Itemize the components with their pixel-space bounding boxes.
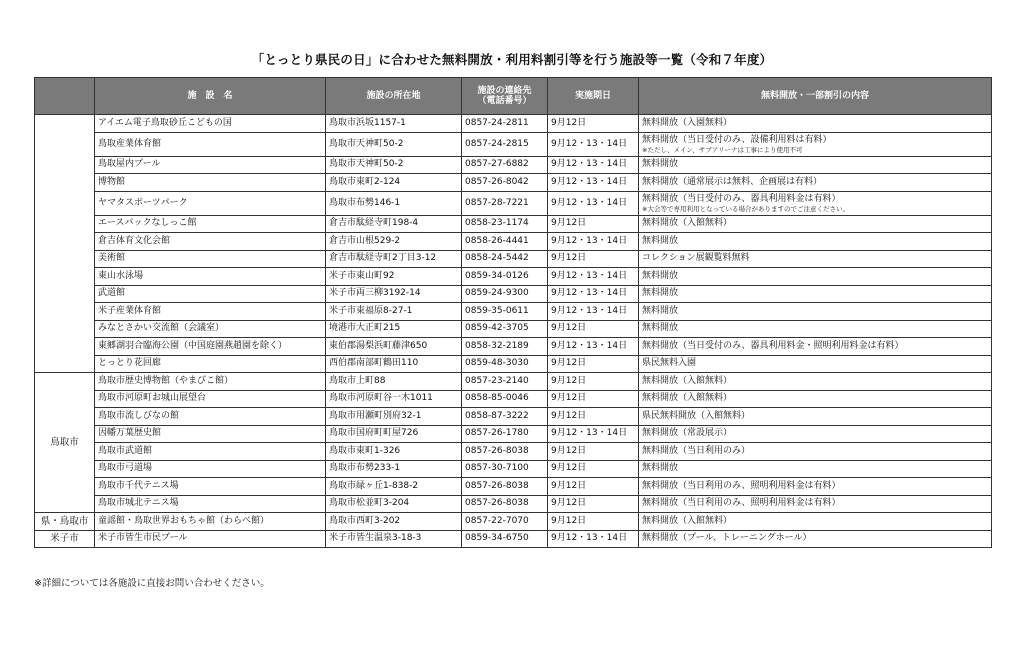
facility-date: 9月12・13・14日 [548,303,639,321]
facility-date: 9月12・13・14日 [548,132,639,156]
facility-content: 無料開放（当日受付のみ、設備利用料は有料） [642,134,832,145]
facility-content: 無料開放（当日利用のみ、照明利用料金は有料） [642,498,841,509]
facility-name: 因幡万葉歴史館 [95,425,326,443]
facility-content: 無料開放（当日受付のみ、器具利用料金・照明利用料金は有料） [642,340,904,351]
facility-content: 無料開放（入館無料） [642,393,733,404]
facility-phone: 0858-85-0046 [462,390,548,408]
facility-name: エースパックなしっこ館 [95,215,326,233]
facility-phone: 0857-28-7221 [462,191,548,215]
table-row [35,355,992,373]
table-row [35,115,992,133]
facility-address: 鳥取市用瀬町別府32-1 [326,408,462,426]
facility-content-cell [639,250,992,268]
facility-phone: 0859-35-0611 [462,303,548,321]
facility-content-cell [639,215,992,233]
facility-content: 県民無料入園 [642,358,697,369]
table-header-row [35,78,992,115]
facility-content: 無料開放（通常展示は無料、企画展は有料） [642,176,823,187]
footnote: ※詳細については各施設に直接お問い合わせください。 [34,578,270,589]
facility-content: 無料開放（入館無料） [642,218,733,229]
facility-date: 9月12・13・14日 [548,425,639,443]
facility-name: 東山水泳場 [95,268,326,286]
facility-date: 9月12・13・14日 [548,338,639,356]
facility-name: とっとり花回廊 [95,355,326,373]
facility-date: 9月12日 [548,495,639,513]
group-label: 米子市 [35,530,95,548]
facility-content-cell [639,191,992,215]
facility-date: 9月12・13・14日 [548,285,639,303]
table-body [35,115,992,548]
table-row [35,425,992,443]
group-label: 鳥取市 [35,373,95,513]
facility-address: 鳥取市浜坂1157-1 [326,115,462,133]
facility-phone: 0857-26-8038 [462,443,548,461]
facility-phone: 0857-22-7070 [462,513,548,531]
facility-name: 鳥取市河原町お城山展望台 [95,390,326,408]
table-row [35,320,992,338]
table-row [35,156,992,174]
facility-note: ※大会等で専用利用となっている場合がありますのでご注意ください。 [642,204,849,213]
facility-content: 無料開放 [642,463,679,474]
facility-address: 米子市東山町92 [326,268,462,286]
facility-date: 9月12・13・14日 [548,156,639,174]
header-contact-line2: （電話番号） [477,96,532,106]
table-row [35,373,992,391]
facility-content-cell [639,285,992,303]
facility-name: 鳥取市流しびなの館 [95,408,326,426]
facility-name: 米子市皆生市民プール [95,530,326,548]
table-row [35,530,992,548]
table-row [35,268,992,286]
facility-name: 鳥取市歴史博物館（やまびこ館） [95,373,326,391]
facility-content: 無料開放（当日利用のみ、照明利用料金は有料） [642,480,841,491]
facility-name: 東郷湖羽合臨海公園（中国庭園燕趙園を除く） [95,338,326,356]
facility-name: 鳥取屋内プール [95,156,326,174]
facility-content: 無料開放 [642,305,679,316]
facility-content: 無料開放 [642,159,679,170]
facility-content: 無料開放（当日受付のみ、器具利用料金は有料） [642,193,841,204]
facility-phone: 0858-24-5442 [462,250,548,268]
table-row [35,390,992,408]
facility-date: 9月12・13・14日 [548,530,639,548]
facility-phone: 0858-26-4441 [462,233,548,251]
facility-content-cell [639,233,992,251]
facility-date: 9月12日 [548,408,639,426]
facility-phone: 0859-42-3705 [462,320,548,338]
facility-name: 倉吉体育文化会館 [95,233,326,251]
facility-name: アイエム電子鳥取砂丘こどもの国 [95,115,326,133]
facility-content-cell [639,320,992,338]
facility-date: 9月12日 [548,320,639,338]
facility-address: 鳥取市緑ヶ丘1-838-2 [326,478,462,496]
header-group [35,78,95,115]
facility-content-cell [639,425,992,443]
facility-content-cell [639,268,992,286]
facility-name: 米子産業体育館 [95,303,326,321]
facility-content: 無料開放 [642,235,679,246]
facility-content-cell [639,478,992,496]
facility-name: 鳥取市城北テニス場 [95,495,326,513]
table-row [35,215,992,233]
facility-phone: 0857-30-7100 [462,460,548,478]
facility-address: 鳥取市上町88 [326,373,462,391]
table-row [35,495,992,513]
facility-address: 米子市両三柳3192-14 [326,285,462,303]
facility-date: 9月12日 [548,355,639,373]
facility-date: 9月12日 [548,115,639,133]
facility-name: ヤマタスポーツパーク [95,191,326,215]
table-row [35,478,992,496]
facility-name: 博物館 [95,174,326,192]
facility-phone: 0857-27-6882 [462,156,548,174]
facility-phone: 0857-24-2811 [462,115,548,133]
facility-name: 童謡館・鳥取世界おもちゃ館（わらべ館） [95,513,326,531]
facility-date: 9月12日 [548,373,639,391]
facility-name: みなとさかい交流館（会議室） [95,320,326,338]
facility-content: コレクション展観覧料無料 [642,253,750,264]
facility-content: 無料開放（入園無料） [642,117,733,128]
facility-phone: 0857-26-8038 [462,495,548,513]
facility-date: 9月12日 [548,215,639,233]
facility-name: 美術館 [95,250,326,268]
facility-content: 無料開放（入館無料） [642,515,733,526]
table-row [35,408,992,426]
facility-content: 県民無料開放（入館無料） [642,410,751,421]
table-row [35,250,992,268]
facility-date: 9月12日 [548,443,639,461]
table-row [35,233,992,251]
facility-address: 鳥取市西町3-202 [326,513,462,531]
facility-content: 無料開放 [642,288,679,299]
facility-content-cell [639,513,992,531]
facility-content-cell [639,303,992,321]
facility-name: 鳥取市武道館 [95,443,326,461]
facility-date: 9月12日 [548,250,639,268]
header-content: 無料開放・一部割引の内容 [639,78,992,115]
facility-date: 9月12日 [548,513,639,531]
facility-content: 無料開放（常設展示） [642,428,733,439]
facility-date: 9月12日 [548,460,639,478]
facility-date: 9月12・13・14日 [548,191,639,215]
facility-phone: 0858-87-3222 [462,408,548,426]
facility-phone: 0857-26-8042 [462,174,548,192]
table-row [35,443,992,461]
facility-address: 東伯郡湯梨浜町藤津650 [326,338,462,356]
group-label: 県・鳥取市 [35,513,95,531]
facility-content: 無料開放 [642,270,679,281]
facility-phone: 0858-32-2189 [462,338,548,356]
page-title: 「とっとり県民の日」に合わせた無料開放・利用料割引等を行う施設等一覧（令和７年度） [251,52,773,67]
table-row [35,513,992,531]
header-address: 施設の所在地 [326,78,462,115]
facility-content-cell [639,338,992,356]
facility-content: 無料開放 [642,323,679,334]
facility-content-cell [639,132,992,156]
facility-name: 鳥取産業体育館 [95,132,326,156]
table-row [35,285,992,303]
header-contact-line1: 施設の連絡先 [477,86,532,96]
facility-address: 鳥取市河原町谷一木1011 [326,390,462,408]
facility-phone: 0857-26-8038 [462,478,548,496]
facility-address: 鳥取市天神町50-2 [326,156,462,174]
facility-date: 9月12日 [548,478,639,496]
facility-address: 西伯郡南部町鶴田110 [326,355,462,373]
table-row [35,132,992,156]
facility-note: ※ただし、メイン、サブアリーナは工事により使用不可 [642,145,803,154]
table-row [35,338,992,356]
facility-address: 倉吉市山根529-2 [326,233,462,251]
facility-content-cell [639,373,992,391]
table-row [35,303,992,321]
facility-address: 倉吉市駄経寺町2丁目3-12 [326,250,462,268]
facility-phone: 0857-24-2815 [462,132,548,156]
facility-content-cell [639,530,992,548]
facility-address: 鳥取市国府町町屋726 [326,425,462,443]
facility-content-cell [639,355,992,373]
facility-address: 米子市東福原8-27-1 [326,303,462,321]
facility-phone: 0858-23-1174 [462,215,548,233]
facility-content-cell [639,408,992,426]
facility-address: 米子市皆生温泉3-18-3 [326,530,462,548]
facility-address: 鳥取市東町2-124 [326,174,462,192]
facility-address: 鳥取市松並町3-204 [326,495,462,513]
facility-address: 境港市大正町215 [326,320,462,338]
table-row [35,174,992,192]
facility-address: 鳥取市布勢146-1 [326,191,462,215]
facility-phone: 0859-48-3030 [462,355,548,373]
facility-date: 9月12・13・14日 [548,268,639,286]
facility-address: 鳥取市布勢233-1 [326,460,462,478]
facility-content-cell [639,460,992,478]
facility-phone: 0859-34-0126 [462,268,548,286]
facility-content: 無料開放（プール、トレーニングホール） [642,533,812,544]
table-row [35,191,992,215]
facility-content-cell [639,156,992,174]
header-date: 実施期日 [548,78,639,115]
facility-table [34,77,992,548]
facility-date: 9月12・13・14日 [548,174,639,192]
facility-content-cell [639,495,992,513]
facility-address: 鳥取市東町1-326 [326,443,462,461]
facility-content-cell [639,174,992,192]
header-contact [462,78,548,115]
facility-phone: 0859-24-9300 [462,285,548,303]
facility-content: 無料開放（当日利用のみ） [642,445,751,456]
facility-date: 9月12日 [548,390,639,408]
facility-date: 9月12・13・14日 [548,233,639,251]
facility-phone: 0857-23-2140 [462,373,548,391]
facility-address: 倉吉市駄経寺町198-4 [326,215,462,233]
facility-content: 無料開放（入館無料） [642,375,733,386]
facility-content-cell [639,443,992,461]
facility-phone: 0859-34-6750 [462,530,548,548]
facility-name: 武道館 [95,285,326,303]
facility-phone: 0857-26-1780 [462,425,548,443]
facility-content-cell [639,390,992,408]
facility-content-cell [639,115,992,133]
facility-name: 鳥取市弓道場 [95,460,326,478]
group-label [35,115,95,373]
facility-address: 鳥取市天神町50-2 [326,132,462,156]
header-name: 施 設 名 [95,78,326,115]
table-row [35,460,992,478]
facility-name: 鳥取市千代テニス場 [95,478,326,496]
